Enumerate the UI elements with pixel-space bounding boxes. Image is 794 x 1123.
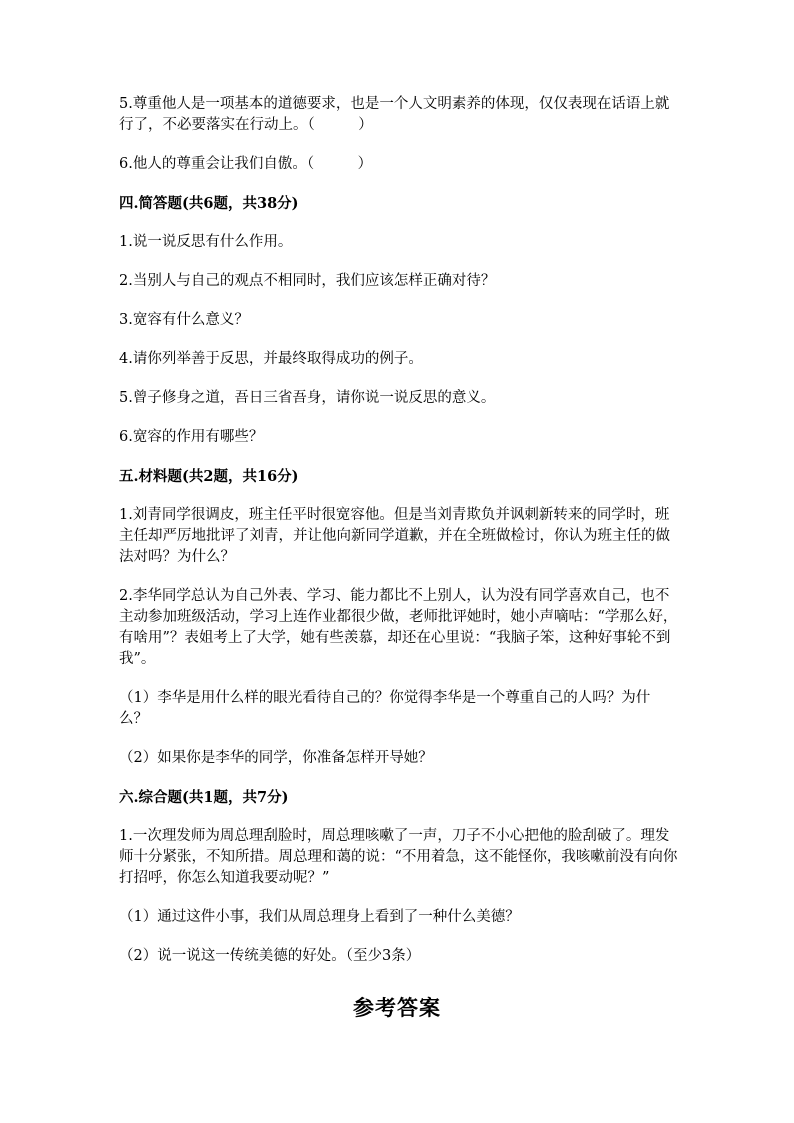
comprehensive-question-1: 1.一次理发师为周总理刮脸时，周总理咳嗽了一声，刀子不小心把他的脸刮破了。理发师十分紧张，不知所措。周总理和蔼的说：“不用着急，这不能怪你，我咳嗽前没有向你打招呼，你怎么知道我要动呢？” <box>119 828 678 886</box>
section-5-heading: 五.材料题(共2题，共16分) <box>119 468 299 485</box>
short-answer-3: 3.宽容有什么意义？ <box>119 312 249 328</box>
material-subquestion-2-1: （1）李华是用什么样的眼光看待自己的？你觉得李华是一个尊重自己的人吗？为什么？ <box>119 690 651 727</box>
short-answer-6: 6.宽容的作用有哪些？ <box>119 429 264 445</box>
short-answer-2: 2.当别人与自己的观点不相同时，我们应该怎样正确对待？ <box>119 273 496 289</box>
tf-item-6: 6.他人的尊重会让我们自傲。（ ） <box>119 156 373 172</box>
short-answer-5: 5.曾子修身之道，吾日三省吾身，请你说一说反思的意义。 <box>119 390 496 406</box>
material-subquestion-2-2: （2）如果你是李华的同学，你准备怎样开导她？ <box>119 750 433 766</box>
material-question-2: 2.李华同学总认为自己外表、学习、能力都比不上别人，认为没有同学喜欢自己，也不主动参加班级活动，学习上连作业都很少做，老师批评她时，她小声嘀咕：“学那么好，有啥用”？表姐考上了大学，她有些羡慕，却还在心里说：“我脑子笨，这种好事轮不到我”。 <box>119 588 678 667</box>
answer-key-title: 参考答案 <box>353 995 441 1020</box>
short-answer-1: 1.说一说反思有什么作用。 <box>119 234 293 250</box>
tf-item-5: 5.尊重他人是一项基本的道德要求，也是一个人文明素养的体现，仅仅表现在话语上就行了，不必要落实在行动上。（ ） <box>119 96 670 133</box>
material-question-1: 1.刘青同学很调皮，班主任平时很宽容他。但是当刘青欺负并讽刺新转来的同学时，班主任却严厉地批评了刘青，并让他向新同学道歉，并在全班做检讨，你认为班主任的做法对吗？为什么？ <box>119 507 670 565</box>
section-6-heading: 六.综合题(共1题，共7分) <box>119 789 289 806</box>
comprehensive-subquestion-2: （2）说一说这一传统美德的好处。（至少3条） <box>119 948 421 964</box>
comprehensive-subquestion-1: （1）通过这件小事，我们从周总理身上看到了一种什么美德？ <box>119 909 520 925</box>
document-body <box>119 94 679 967</box>
short-answer-4: 4.请你列举善于反思，并最终取得成功的例子。 <box>119 351 423 367</box>
section-4-heading: 四.简答题(共6题，共38分) <box>119 195 299 212</box>
